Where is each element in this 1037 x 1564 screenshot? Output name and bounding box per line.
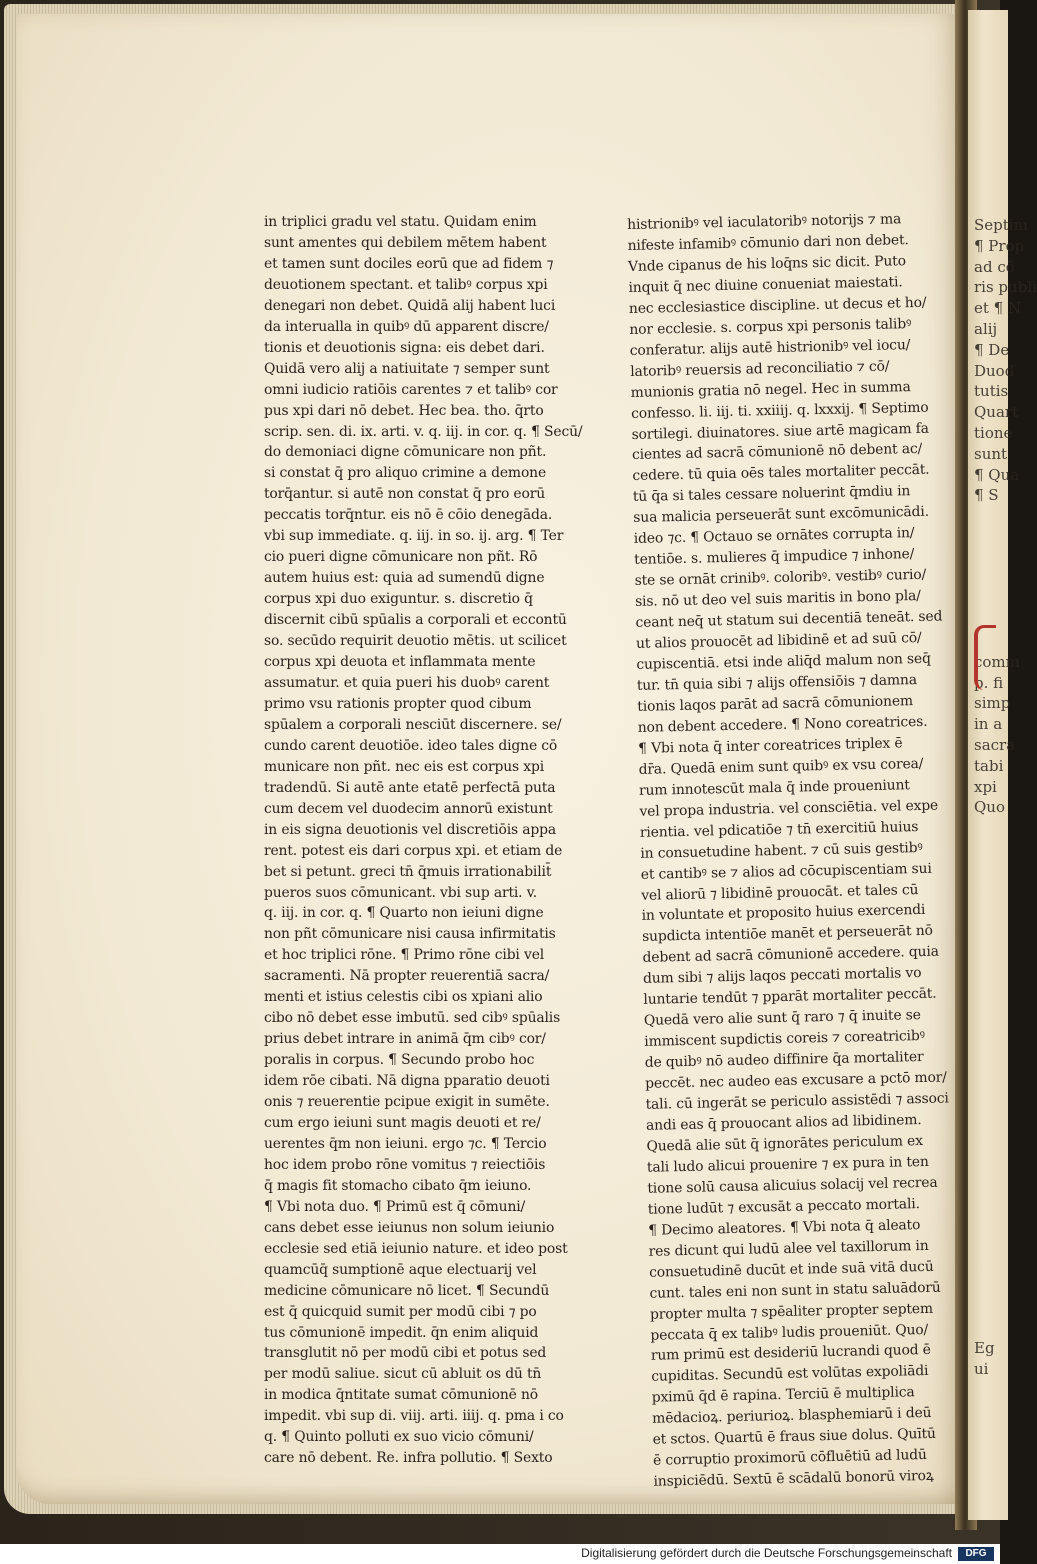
text-line: [974, 1192, 1014, 1213]
text-line: bet si petunt. greci tn̄ q̄muis irrationabilit̄: [264, 863, 552, 880]
text-line: dum sibi ⁊ alijs laqos peccati mortalis vo: [642, 965, 922, 988]
text-line: tione ludūt ⁊ excusāt a peccato mortali.: [647, 1195, 921, 1218]
text-line: [974, 943, 1014, 964]
text-line: tione solū causa alicuius solacij vel recrea: [647, 1174, 938, 1197]
text-line: autem huius est: quia ad sumendū digne: [264, 570, 545, 587]
text-line: ste se ornāt crinibꝰ. coloribꝰ. vestibꝰ curio/: [634, 567, 927, 590]
text-line: [974, 818, 1014, 839]
text-line: cientes ad sacrā cōmunionē nō debent ac/: [631, 441, 923, 464]
text-line: et hoc triplici rōne. ¶ Primo rōne cibi vel: [264, 947, 545, 964]
text-line: ut alios prouocēt ad libidinē et ad suū cō/: [635, 629, 922, 652]
text-line: tionis et deuotionis signa: eis debet dari.: [264, 339, 545, 356]
text-line: cibo nō debet esse imbutū. sed cibꝰ spūalis: [264, 1010, 561, 1027]
text-line: ¶ De: [974, 340, 1010, 359]
right-page-fragment: [968, 10, 1037, 1520]
text-line: corpus xpi duo exiguntur. s. discretio q̄: [264, 591, 533, 608]
text-line: ¶ Qua: [974, 465, 1020, 484]
dfg-logo: DFG: [958, 1547, 994, 1561]
text-line: conferatur. alijs autē histrionibꝰ vel iocu/: [629, 336, 911, 359]
text-line: munionis gratia nō negel. Hec in summa: [630, 378, 911, 401]
text-line: ceant neq̄ ut statum sui decentiā teneāt. sed: [635, 608, 943, 632]
text-line: so. secūdo requirit deuotio mētis. ut scilicet: [264, 633, 567, 650]
text-line: sortilegi. diuinatores. siue artē magicam fa: [631, 420, 929, 443]
text-line: cedere. tū quia oēs tales mortaliter peccāt.: [632, 462, 930, 485]
text-line: [974, 922, 1014, 943]
text-line: tur. tn̄ quia sibi ⁊ alijs offensiōis ⁊ damna: [636, 672, 918, 694]
text-line: q. iij. in cor. q. ¶ Quarto non ieiuni digne: [264, 905, 544, 922]
text-line: sua malicia perseuerāt sunt excōmunicādi.: [633, 504, 930, 527]
text-line: [974, 589, 1014, 610]
text-line: Eg: [974, 1339, 995, 1358]
text-line: Quo: [974, 798, 1005, 817]
text-line: debent ad sacrā cōmunionē accedere. quia: [642, 943, 939, 967]
text-line: [974, 1151, 1014, 1172]
text-line: corpus xpi deuota et inflammata mente: [264, 654, 536, 671]
text-line: cum decem vel duodecim annorū existunt: [264, 800, 553, 817]
text-line: tali. cū ingerāt se periculo assistēdi ⁊ associ: [645, 1090, 949, 1113]
text-line: Duod: [974, 361, 1015, 380]
text-line: peccatis torq̄ntur. eis nō ē cōio denegāda.: [264, 507, 553, 524]
text-line: ¶ Vbi nota q̄ inter coreatrices triplex ē: [638, 735, 903, 757]
text-line: sunt amentes qui debilem mētem habent: [264, 234, 547, 251]
text-line: propter multa ⁊ spēaliter propter septem: [649, 1300, 934, 1323]
text-line: andi eas q̄ prouocant alios ad libidinem.: [645, 1112, 922, 1134]
text-line: et tamen sunt dociles eorū que ad fidem ⁊: [264, 255, 554, 272]
next-page-text: [974, 215, 1037, 1380]
text-line: [974, 1088, 1014, 1109]
text-line: spūalem a corporali nesciūt discernere. se/: [264, 716, 562, 733]
text-line: cunt. tales eni non sunt in statu saluādorū: [649, 1279, 941, 1302]
text-line: [974, 1317, 1014, 1338]
text-line: pueros suos cōmunicant. vbi sup arti. v.: [264, 884, 538, 901]
text-line: cio pueri digne cōmunicare non pñt. Rō: [264, 549, 538, 566]
text-line: simp: [974, 694, 1011, 713]
text-line: [974, 1213, 1014, 1234]
text-line: [974, 839, 1014, 860]
text-line: latoribꝰ reuersis ad reconciliatio ⁊ cō/: [630, 358, 890, 380]
text-line: sis. nō ut deo vel suis maritis in bono pla/: [634, 588, 921, 611]
text-line: vel aliorū ⁊ libidinē prouocāt. et tales cū: [641, 881, 919, 904]
text-line: mēdacioꝝ. periurioꝝ. blasphemiarū i deū: [652, 1405, 932, 1428]
text-line: alij: [974, 319, 998, 338]
text-line: ¶ Decimo aleatores. ¶ Vbi nota q̄ aleato: [648, 1216, 921, 1239]
text-line: impedit. vbi sup di. viij. arti. iiij. q. pma i co: [264, 1408, 564, 1425]
text-line: [974, 901, 1014, 922]
text-line: Quedā vero alie sunt q̄ raro ⁊ q̄ inuite se: [643, 1007, 921, 1030]
text-line: Septim: [974, 216, 1028, 234]
text-line: [974, 860, 1014, 881]
text-line: [974, 1068, 1014, 1089]
text-line: et cantibꝰ se ⁊ alios ad cōcupiscentiam sui: [640, 860, 932, 883]
text-line: [974, 881, 1014, 902]
text-line: [974, 506, 1014, 527]
text-line: ¶ Vbi nota duo. ¶ Primū est q̄ cōmuni/: [264, 1198, 526, 1215]
text-line: vbi sup immediate. q. iij. in so. ij. arg. ¶ Ter: [264, 528, 564, 545]
text-line: [974, 1005, 1014, 1026]
text-column-right: [627, 209, 959, 1493]
text-line: cundo carent deuotiōe. ideo tales digne cō: [264, 737, 558, 754]
text-line: prius debet intrare in animā q̄m cibꝰ cor/: [264, 1031, 546, 1048]
text-line: sunt: [974, 444, 1008, 463]
text-line: da interualla in quibꝰ dū apparent discre/: [264, 318, 549, 335]
text-line: [974, 527, 1014, 548]
text-line: nor ecclesie. s. corpus xpi personis talibꝰ: [629, 315, 912, 338]
text-line: pus xpi dari nō debet. Hec bea. tho. q̄rto: [264, 402, 544, 419]
text-line: tradendū. Si autē ante etatē perfectā puta: [264, 779, 556, 796]
text-line: ē corruptio proximorū cōfluētiū ad ludū: [652, 1447, 927, 1469]
text-line: tentiōe. s. mulieres q̄ impudice ⁊ inhone/: [634, 546, 915, 569]
text-line: in voluntate et proposito huius exercendi: [641, 902, 926, 925]
text-line: in consuetudine habent. ⁊ cū suis gestibꝰ: [640, 839, 923, 862]
text-line: [974, 1234, 1014, 1255]
footer-bar: [0, 1544, 1000, 1564]
text-line: confesso. li. iij. ti. xxiiij. q. lxxxij. ¶ Septimo: [630, 399, 929, 422]
text-line: Quart: [974, 403, 1019, 422]
text-line: municare non pñt. nec eis est corpus xpi: [264, 758, 545, 775]
text-line: poralis in corpus. ¶ Secundo probo hoc: [264, 1052, 535, 1069]
text-line: idem rōe cibati. Nā digna pparatio deuoti: [264, 1073, 550, 1090]
text-line: non debent accedere. ¶ Nono coreatrices.: [637, 713, 928, 736]
text-line: medicine cōmunicare nō licet. ¶ Secundū: [264, 1282, 550, 1299]
text-line: omni iudicio ratiōis carentes ⁊ et talibꝰ cor: [264, 381, 558, 398]
text-line: q̄ magis fit stomacho cibato q̄m ieiuno.: [264, 1177, 532, 1194]
text-line: [974, 548, 1014, 569]
text-line: luntarie tendūt ⁊ pparāt mortaliter peccāt.: [643, 985, 937, 1009]
text-line: de quibꝰ nō audeo diffinire q̄a mortaliter: [644, 1049, 924, 1071]
text-line: peccēt. nec audeo eas excusare a pctō mor/: [645, 1069, 947, 1092]
text-line: sacra: [974, 735, 1016, 754]
text-line: ui: [974, 1359, 989, 1378]
text-line: rum innotescūt mala q̄ inde proueniunt: [638, 776, 910, 799]
text-line: torq̄antur. si autē non constat q̄ pro eorū: [264, 486, 545, 503]
text-line: in modica q̄ntitate sumat cōmunionē nō: [264, 1387, 538, 1404]
text-line: in eis signa deuotionis vel discretiōis appa: [264, 821, 557, 838]
text-line: p. fi: [974, 673, 1004, 692]
text-line: tabi: [974, 756, 1004, 775]
red-initial-letter: [974, 625, 996, 690]
text-line: tionis laqos parāt ad sacrā cōmunionem: [637, 693, 914, 715]
text-line: [974, 1130, 1014, 1151]
text-line: xpi: [974, 777, 997, 796]
text-line: cupiditas. Secundū est volūtas expoliādi: [651, 1363, 929, 1386]
text-line: transglutit nō per modū cibi et potus sed: [264, 1345, 547, 1362]
text-line: ¶ Prop: [974, 236, 1025, 255]
text-line: [974, 1026, 1014, 1047]
text-line: res dicunt qui ludū alee vel taxillorum in: [648, 1237, 929, 1260]
text-line: assumatur. et quia pueri his duobꝰ carent: [264, 674, 550, 691]
text-line: et sctos. Quartū ē fraus siue dolus. Quītū: [652, 1426, 936, 1449]
text-line: immiscent supdictis coreis ⁊ coreatricibꝰ: [644, 1028, 925, 1050]
text-line: si constat q̄ pro aliquo crimine a demone: [264, 465, 547, 482]
text-line: comm: [974, 652, 1020, 671]
text-column-left: [264, 212, 583, 1469]
text-line: ¶ S: [974, 486, 999, 505]
text-line: [974, 1047, 1014, 1068]
text-line: [974, 569, 1014, 590]
footer-credit: Digitalisierung gefördert durch die Deutsche Forschungsgemeinschaft: [581, 1546, 952, 1560]
text-line: scrip. sen. di. ix. arti. v. q. iij. in cor. q. ¶ Secū/: [264, 423, 583, 440]
text-line: pximū q̄d ē rapina. Terciū ē multiplica: [651, 1384, 915, 1407]
text-line: onis ⁊ reuerentie pcipue exigit in sumēte.: [264, 1094, 550, 1111]
text-line: [974, 964, 1014, 985]
text-line: ideo ⁊c. ¶ Octauo se ornātes corrupta in/: [633, 525, 915, 548]
text-line: Quidā vero alij a natiuitate ⁊ semper sunt: [264, 360, 550, 377]
text-line: cum ergo ieiuni sunt magis deuoti et re/: [264, 1114, 541, 1131]
text-line: quamcūq̄ sumptionē aque electuarij vel: [264, 1261, 537, 1278]
text-line: discernit cibū spūalis a corporali et eccontū: [264, 612, 567, 629]
text-line: tali ludo alicui prouenire ⁊ ex pura in ten: [646, 1153, 929, 1176]
text-line: histrionibꝰ vel iaculatoribꝰ notorijs ⁊ ma: [627, 211, 902, 233]
text-line: ecclesie sed etiā ieiunio nature. et ideo post: [264, 1240, 568, 1257]
text-line: [974, 1255, 1014, 1276]
text-line: hoc idem probo rōne vomitus ⁊ reiectiōis: [264, 1156, 546, 1173]
text-line: peccata q̄ ex talibꝰ ludis proueniūt. Quo/: [650, 1321, 929, 1344]
text-line: uerentes q̄m non ieiuni. ergo ⁊c. ¶ Tercio: [264, 1135, 547, 1152]
text-line: inspiciēdū. Sextū ē scādalū bonorū viroꝝ: [653, 1468, 934, 1490]
text-line: est q̄ quicquid sumit per modū cibi ⁊ po: [264, 1303, 537, 1320]
text-line: tutis: [974, 382, 1009, 401]
text-line: primo vsu rationis propter quod cibum: [264, 695, 532, 712]
text-line: inquit q̄ nec diuine conueniat maiestati.: [628, 274, 903, 296]
text-line: cans debet esse ieiunus non solum ieiunio: [264, 1219, 555, 1236]
text-line: rent. potest eis dari corpus xpi. et etiam de: [264, 842, 563, 859]
text-line: in triplici gradu vel statu. Quidam enim: [264, 214, 537, 230]
text-line: do demoniaci digne cōmunicare non pñt.: [264, 444, 547, 461]
text-line: deuotionem spectant. et talibꝰ corpus xpi: [264, 276, 548, 293]
text-line: [974, 1109, 1014, 1130]
text-line: sacramenti. Nā propter reuerentiā sacra/: [264, 968, 550, 985]
text-line: consuetudinē ducūt et inde suā vitā ducū: [648, 1258, 934, 1281]
text-line: [974, 984, 1014, 1005]
text-line: [974, 1296, 1014, 1317]
text-line: Quedā alie sūt q̄ ignorātes periculum ex: [646, 1132, 923, 1155]
text-line: tione: [974, 423, 1013, 442]
text-line: nec ecclesiastice discipline. ut decus et ho/: [628, 294, 927, 317]
text-line: et ¶ N: [974, 299, 1022, 318]
text-line: cupiscentiā. etsi inde aliq̄d malum non seq̄: [636, 650, 931, 673]
text-line: denegari non debet. Quidā alij habent luci: [264, 297, 556, 314]
text-line: ad cō: [974, 257, 1015, 276]
text-line: vel propa industria. vel consciētia. vel expe: [639, 797, 939, 820]
text-line: care nō debent. Re. infra pollutio. ¶ Sexto: [264, 1450, 553, 1467]
text-line: nifeste infamibꝰ cōmunio dari non debet.: [627, 232, 909, 254]
text-line: menti et istius celestis cibi os xpiani alio: [264, 989, 543, 1006]
text-line: per modū saliue. sicut cū abluit os dū tn̄: [264, 1366, 542, 1383]
text-line: Vnde cipanus de his loq̄ns sic dicit. Puto: [627, 253, 907, 275]
text-line: rum primū est desideriū lucrandi quod ē: [650, 1342, 931, 1365]
text-line: rientia. vel pdicatiōe ⁊ tn̄ exercitiū huius: [639, 818, 919, 841]
text-line: q. ¶ Quinto polluti ex suo vicio cōmuni/: [264, 1429, 534, 1446]
text-line: ris publi: [974, 278, 1037, 297]
text-line: tū q̄a si tales cessare noluerint q̄mdiu in: [632, 483, 911, 506]
text-line: tus cōmunionē impedit. q̄n enim aliquid: [264, 1324, 539, 1341]
text-line: supdicta intentiōe manēt et perseuerāt nō: [641, 923, 933, 946]
text-line: in a: [974, 715, 1003, 734]
text-line: non pñt cōmunicare nisi causa infirmitatis: [264, 926, 556, 943]
text-line: dr̄a. Quedā enim sunt quibꝰ ex vsu corea/: [638, 755, 924, 778]
text-line: [974, 1276, 1014, 1297]
text-line: [974, 1172, 1014, 1193]
